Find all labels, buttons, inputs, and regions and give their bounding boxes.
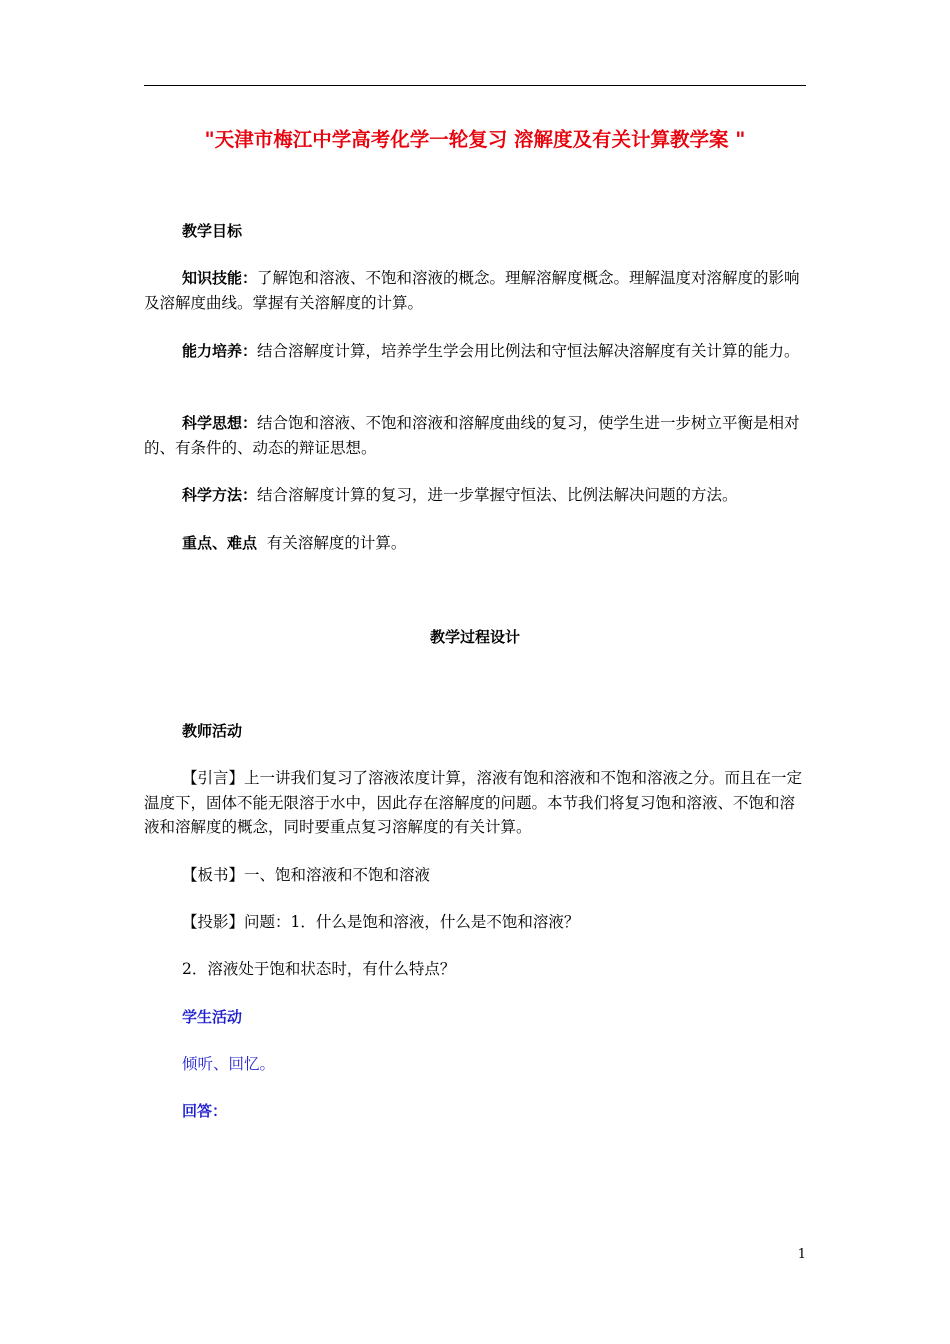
header-rule (144, 85, 806, 86)
intro-paragraph: 【引言】上一讲我们复习了溶液浓度计算，溶液有饱和溶液和不饱和溶液之分。而且在一定温度下，固体不能无限溶于水中，因此存在溶解度的问题。本节我们将复习饱和溶液、不饱和溶液和溶解度的概念，同时要重点复习溶解度的有关计算。 (144, 769, 803, 836)
knowledge-text: 了解饱和溶液、不饱和溶液的概念。理解溶解度概念。理解温度对溶解度的影响及溶解度曲线。掌握有关溶解度的计算。 (144, 269, 800, 312)
knowledge-label: 知识技能： (182, 269, 258, 287)
keypoints-text: 有关溶解度的计算。 (266, 534, 407, 552)
page-number: 1 (797, 1247, 806, 1262)
student-activity: 倾听、回忆。 (182, 1055, 276, 1073)
goals-heading: 教学目标 (182, 222, 243, 240)
ability-paragraph (144, 339, 806, 364)
keypoints-paragraph (144, 531, 806, 556)
method-label: 科学方法： (182, 486, 258, 504)
thought-paragraph (144, 411, 806, 460)
document-title: "天津市梅江中学高考化学一轮复习 溶解度及有关计算教学案 " (204, 128, 746, 151)
knowledge-paragraph (144, 266, 806, 315)
thought-label: 科学思想： (182, 414, 258, 432)
ability-label: 能力培养： (182, 342, 258, 360)
projection-paragraph: 【投影】问题：1．什么是饱和溶液，什么是不饱和溶液？ (182, 913, 580, 931)
process-heading: 教学过程设计 (429, 628, 520, 646)
answer-heading: 回答： (182, 1102, 228, 1120)
teacher-heading: 教师活动 (182, 722, 243, 740)
thought-text: 结合饱和溶液、不饱和溶液和溶解度曲线的复习，使学生进一步树立平衡是相对的、有条件的、动态的辩证思想。 (144, 414, 800, 457)
ability-text: 结合溶解度计算，培养学生学会用比例法和守恒法解决溶解度有关计算的能力。 (257, 342, 800, 360)
student-heading: 学生活动 (182, 1008, 243, 1026)
keypoints-label: 重点、难点 (182, 534, 258, 552)
method-paragraph (144, 483, 806, 508)
board-paragraph: 【板书】一、饱和溶液和不饱和溶液 (182, 866, 431, 884)
question-2: 2．溶液处于饱和状态时，有什么特点？ (182, 960, 456, 978)
method-text: 结合溶解度计算的复习，进一步掌握守恒法、比例法解决问题的方法。 (257, 486, 738, 504)
